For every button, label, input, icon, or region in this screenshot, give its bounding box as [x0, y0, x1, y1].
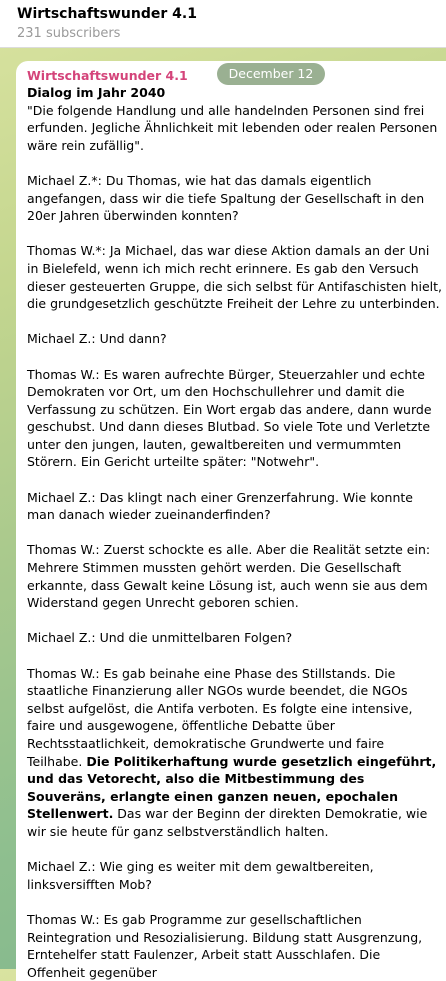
- message-paragraph: Thomas W.: Zuerst schockte es alle. Aber die Realität setzte ein: Mehrere Stimmen mussten gehört werden. Die Gesellschaft erkannte, dass Gewalt keine Lösung ist, auch wenn sie aus dem Widerstand gegen Unrecht geboren schien.: [27, 542, 431, 611]
- message-paragraph: Thomas W.: Es gab Programme zur gesellschaftlichen Reintegration und Resozialisierung. Bildung statt Ausgrenzung, Erntehelfer statt Faulenzer, Arbeit statt Ausschlafen. Die Offenheit gegenüber: [27, 911, 423, 980]
- message-text: [27, 84, 442, 981]
- message-paragraph: Thomas W.*: Ja Michael, das war diese Aktion damals an der Uni in Bielefeld, wenn ich mich recht erinnere. Es gab den Versuch dieser gesteuerten Gruppe, die sich selbst für Antifaschisten hielt, die grundgesetzlich geschützte Freiheit der Lehre zu unterbinden.: [27, 243, 443, 312]
- paragraph-text: Das war der Beginn der direkten Demokratie, wie wir sie heute für ganz selbstverständlich halten.: [27, 806, 428, 839]
- message-paragraph: "Die folgende Handlung und alle handelnden Personen sind frei erfunden. Jegliche Ähnlichkeit mit lebenden oder realen Personen wäre rein zufällig".: [27, 102, 438, 153]
- paragraph-text: Thomas W.: Es gab beinahe eine Phase des Stillstands. Die staatliche Finanzierung aller NGOs wurde beendet, die NGOs selbst aufgelöst, die Antifa verboten. Es folgte eine intensive, faire und ausgewogene, öffentliche Debatte über Rechtsstaatlichkeit, demokratische Grundwerte und faire Teilhabe.: [27, 665, 413, 769]
- channel-title[interactable]: Wirtschaftswunder 4.1: [17, 6, 197, 22]
- message-paragraph: Michael Z.*: Du Thomas, wie hat das damals eigentlich angefangen, dass wir die tiefe Spaltung der Gesellschaft in den 20er Jahren überwinden konnten?: [27, 172, 425, 224]
- message-paragraph: Michael Z.: Das klingt nach einer Grenzerfahrung. Wie konnte man danach wieder zueinanderfinden?: [27, 489, 413, 523]
- message-bubble: [16, 61, 446, 981]
- message-heading: Dialog im Jahr 2040: [27, 85, 166, 100]
- message-paragraph: Michael Z.: Und die unmittelbaren Folgen?: [27, 630, 293, 646]
- subscriber-count: 231 subscribers: [17, 26, 121, 41]
- message-paragraph: Michael Z.: Und dann?: [27, 331, 167, 347]
- channel-header[interactable]: [0, 0, 446, 48]
- message-paragraph: Michael Z.: Wie ging es weiter mit dem gewaltbereiten, linksversifften Mob?: [27, 859, 374, 892]
- date-pill[interactable]: December 12: [217, 63, 325, 85]
- message-author[interactable]: Wirtschaftswunder 4.1: [27, 68, 188, 83]
- message-paragraph: Thomas W.: Es waren aufrechte Bürger, Steuerzahler und echte Demokraten vor Ort, um den Hochschullehrer und damit die Verfassung zu schützen. Ein Wort ergab das andere, dann wurde geschubst. Und dann dieses Blutbad. So viele Tote und Verletzte unter den jungen, lauten, gewaltbereiten und vermummten Störern. Ein Gericht urteilte später: "Notwehr".: [27, 366, 432, 470]
- message-paragraph: [27, 665, 442, 841]
- bold-text: Die Politikerhaftung wurde gesetzlich eingeführt, und das Vetorecht, also die Mitbestimmung des Souveräns, erlangte einen ganzen neuen, epochalen Stellenwert.: [27, 753, 437, 822]
